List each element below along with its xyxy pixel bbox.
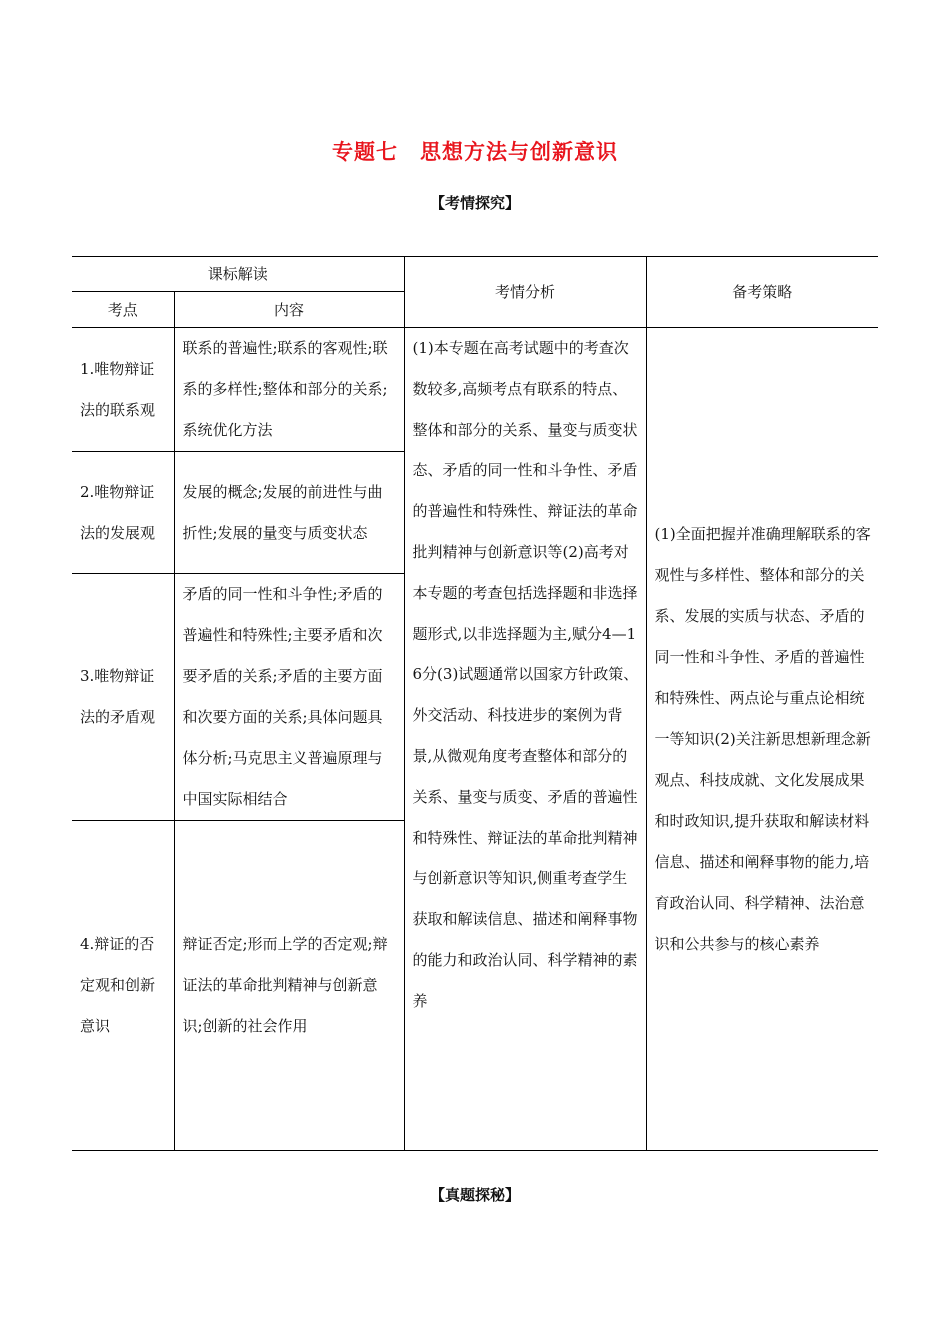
header-point: 考点 [72,292,174,328]
row4-content: 辩证否定;形而上学的否定观;辩证法的革命批判精神与创新意识;创新的社会作用 [174,821,404,1151]
row1-point: 1.唯物辩证法的联系观 [72,328,174,452]
strategy-text: (1)全面把握并准确理解联系的客观性与多样性、整体和部分的关系、发展的实质与状态、矛盾的同一性和斗争性、矛盾的普遍性和特殊性、两点论与重点论相统一等知识(2)关注新思想新理念新观点、科技成就、文化发展成果和时政知识,提升获取和解读材料信息、描述和阐释事物的能力,培育政治认同、科学精神、法治意识和公共参与的核心素养 [646,328,878,1151]
row3-content: 矛盾的同一性和斗争性;矛盾的普遍性和特殊性;主要矛盾和次要矛盾的关系;矛盾的主要方面和次要方面的关系;具体问题具体分析;马克思主义普遍原理与中国实际相结合 [174,574,404,821]
header-analysis: 考情分析 [404,257,646,328]
header-content: 内容 [174,292,404,328]
page-title: 专题七 思想方法与创新意识 [332,140,618,164]
section-heading-exam-analysis: 【考情探究】 [429,194,520,212]
row2-point: 2.唯物辩证法的发展观 [72,452,174,574]
curriculum-table [72,256,878,1151]
analysis-text: (1)本专题在高考试题中的考查次数较多,高频考点有联系的特点、整体和部分的关系、量变与质变状态、矛盾的同一性和斗争性、矛盾的普遍性和特殊性、辩证法的革命批判精神与创新意识等(2)高考对本专题的考查包括选择题和非选择题形式,以非选择题为主,赋分4—16分(3)试题通常以国家方针政策、外交活动、科技进步的案例为背景,从微观角度考查整体和部分的关系、量变与质变、矛盾的普遍性和特殊性、辩证法的革命批判精神与创新意识等知识,侧重考查学生获取和解读信息、描述和阐释事物的能力和政治认同、科学精神的素养 [404,328,646,1151]
section-heading-real-questions: 【真题探秘】 [429,1186,520,1204]
row4-point: 4.辩证的否定观和创新意识 [72,821,174,1151]
row2-content: 发展的概念;发展的前进性与曲折性;发展的量变与质变状态 [174,452,404,574]
row1-content: 联系的普遍性;联系的客观性;联系的多样性;整体和部分的关系;系统优化方法 [174,328,404,452]
header-curriculum: 课标解读 [72,257,404,292]
header-strategy: 备考策略 [646,257,878,328]
row3-point: 3.唯物辩证法的矛盾观 [72,574,174,821]
